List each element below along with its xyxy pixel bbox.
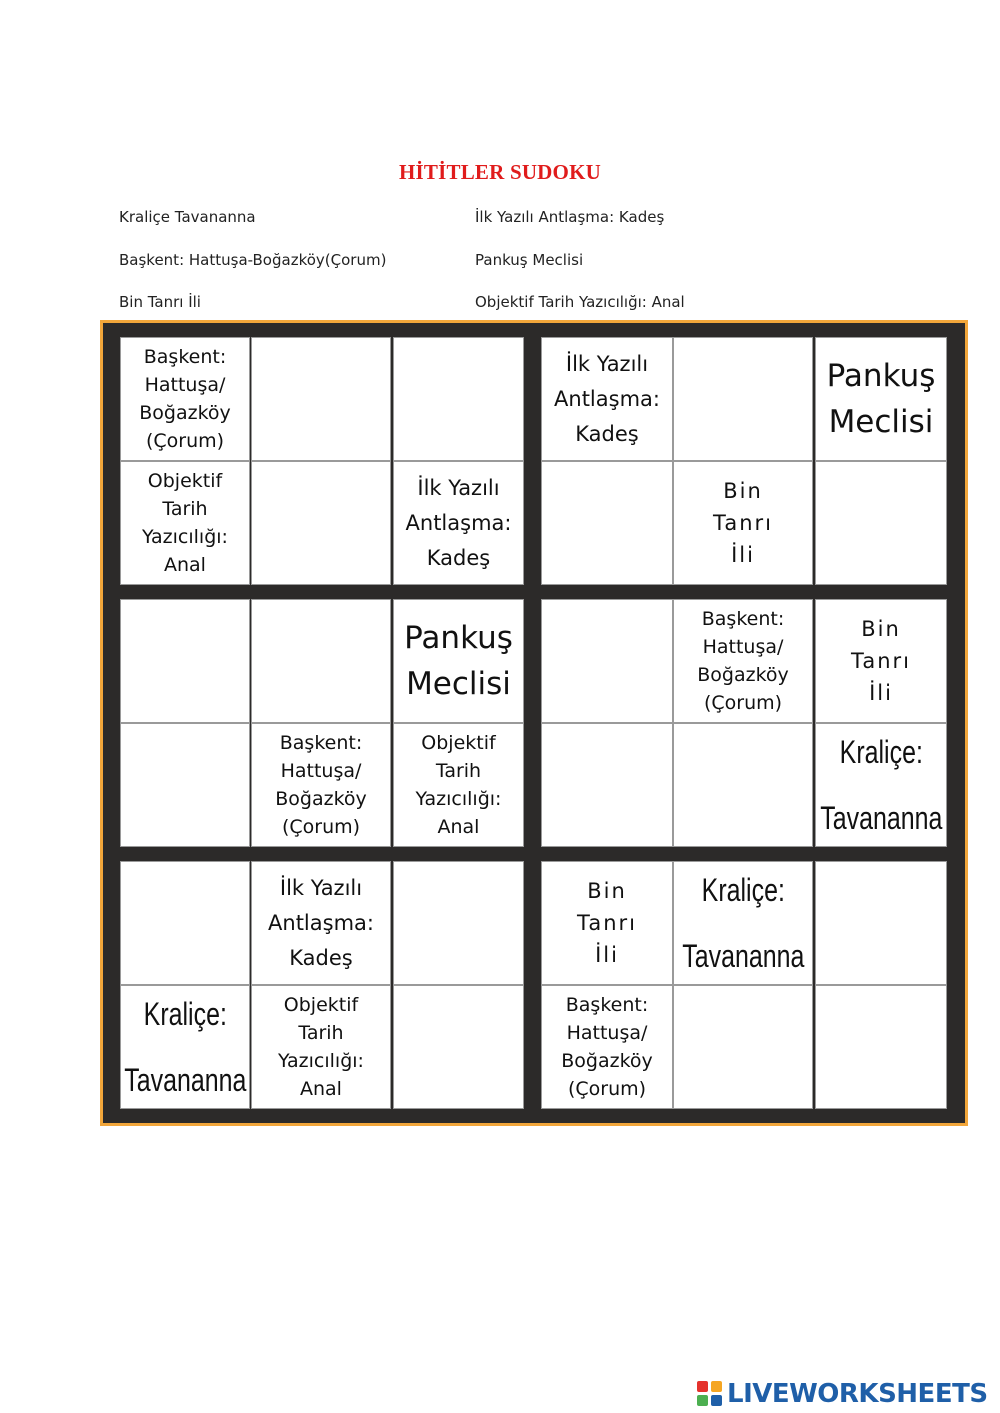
sudoku-cell-text: Bin Tanrı İli bbox=[851, 617, 911, 705]
sudoku-cell bbox=[541, 861, 673, 985]
page-title: HİTİTLER SUDOKU bbox=[399, 160, 601, 184]
sudoku-cell-text: Bin Tanrı İli bbox=[713, 479, 773, 567]
sudoku-cell-text: Objektif Tarih Yazıcılığı: Anal bbox=[142, 470, 228, 576]
sudoku-cell bbox=[393, 461, 524, 585]
sudoku-cell-text: Kraliçe: Tavananna bbox=[819, 734, 943, 836]
sudoku-cell bbox=[541, 985, 673, 1109]
sudoku-cell-text: Pankuş Meclisi bbox=[404, 620, 513, 702]
sudoku-cell bbox=[120, 985, 250, 1109]
sudoku-board bbox=[100, 320, 968, 1126]
sudoku-cell[interactable] bbox=[815, 985, 947, 1109]
sudoku-cell[interactable] bbox=[541, 599, 673, 723]
sudoku-cell[interactable] bbox=[120, 723, 250, 847]
liveworksheets-logo-icon bbox=[697, 1381, 723, 1407]
sudoku-cell bbox=[815, 723, 947, 847]
sudoku-cell bbox=[815, 337, 947, 461]
sudoku-cell-text: Başkent: Hattuşa/ Boğazköy (Çorum) bbox=[561, 994, 653, 1100]
sudoku-cell[interactable] bbox=[393, 337, 524, 461]
sudoku-cell bbox=[251, 985, 391, 1109]
sudoku-cell bbox=[815, 599, 947, 723]
sudoku-cell bbox=[251, 861, 391, 985]
sudoku-cell-text: Başkent: Hattuşa/ Boğazköy (Çorum) bbox=[275, 732, 367, 838]
legend-item-pankus: Pankuş Meclisi bbox=[475, 251, 584, 269]
sudoku-cell[interactable] bbox=[815, 461, 947, 585]
sudoku-cell-text: Başkent: Hattuşa/ Boğazköy (Çorum) bbox=[697, 608, 789, 714]
sudoku-cell bbox=[251, 723, 391, 847]
liveworksheets-wordmark: LIVEWORKSHEETS bbox=[727, 1379, 988, 1409]
sudoku-cell bbox=[393, 723, 524, 847]
liveworksheets-branding bbox=[697, 1378, 988, 1410]
sudoku-cell-text: İlk Yazılı Antlaşma: Kadeş bbox=[268, 875, 374, 970]
sudoku-cell[interactable] bbox=[541, 723, 673, 847]
sudoku-cell[interactable] bbox=[815, 861, 947, 985]
sudoku-cell bbox=[541, 337, 673, 461]
sudoku-cell-text: Başkent: Hattuşa/ Boğazköy (Çorum) bbox=[139, 346, 231, 452]
sudoku-cell bbox=[120, 337, 250, 461]
sudoku-cell-text: Kraliçe: Tavananna bbox=[123, 996, 247, 1098]
sudoku-cell-text: Bin Tanrı İli bbox=[577, 879, 637, 967]
legend-item-queen: Kraliçe Tavananna bbox=[119, 208, 256, 226]
legend-item-capital: Başkent: Hattuşa-Boğazköy(Çorum) bbox=[119, 251, 387, 269]
sudoku-cell[interactable] bbox=[251, 337, 391, 461]
sudoku-cell[interactable] bbox=[120, 861, 250, 985]
legend-item-treaty: İlk Yazılı Antlaşma: Kadeş bbox=[475, 208, 665, 226]
sudoku-cell[interactable] bbox=[393, 985, 524, 1109]
legend-item-annals: Objektif Tarih Yazıcılığı: Anal bbox=[475, 293, 685, 311]
sudoku-cell-text: Objektif Tarih Yazıcılığı: Anal bbox=[415, 732, 502, 838]
sudoku-cell[interactable] bbox=[673, 723, 813, 847]
sudoku-cell bbox=[673, 461, 813, 585]
sudoku-cell-text: İlk Yazılı Antlaşma: Kadeş bbox=[554, 351, 660, 446]
sudoku-cell-text: Pankuş Meclisi bbox=[826, 358, 936, 440]
sudoku-cell[interactable] bbox=[251, 599, 391, 723]
sudoku-cell-text: Objektif Tarih Yazıcılığı: Anal bbox=[278, 994, 364, 1100]
sudoku-cell bbox=[393, 599, 524, 723]
sudoku-cell bbox=[120, 461, 250, 585]
sudoku-cell[interactable] bbox=[541, 461, 673, 585]
sudoku-cell bbox=[673, 861, 813, 985]
sudoku-cell-text: İlk Yazılı Antlaşma: Kadeş bbox=[405, 475, 512, 570]
legend-item-thousand-gods: Bin Tanrı İli bbox=[119, 293, 201, 311]
sudoku-cell[interactable] bbox=[673, 985, 813, 1109]
sudoku-cell[interactable] bbox=[673, 337, 813, 461]
sudoku-cell[interactable] bbox=[120, 599, 250, 723]
sudoku-cell-text: Kraliçe: Tavananna bbox=[681, 872, 805, 974]
sudoku-cell[interactable] bbox=[251, 461, 391, 585]
sudoku-cell bbox=[673, 599, 813, 723]
sudoku-cell[interactable] bbox=[393, 861, 524, 985]
